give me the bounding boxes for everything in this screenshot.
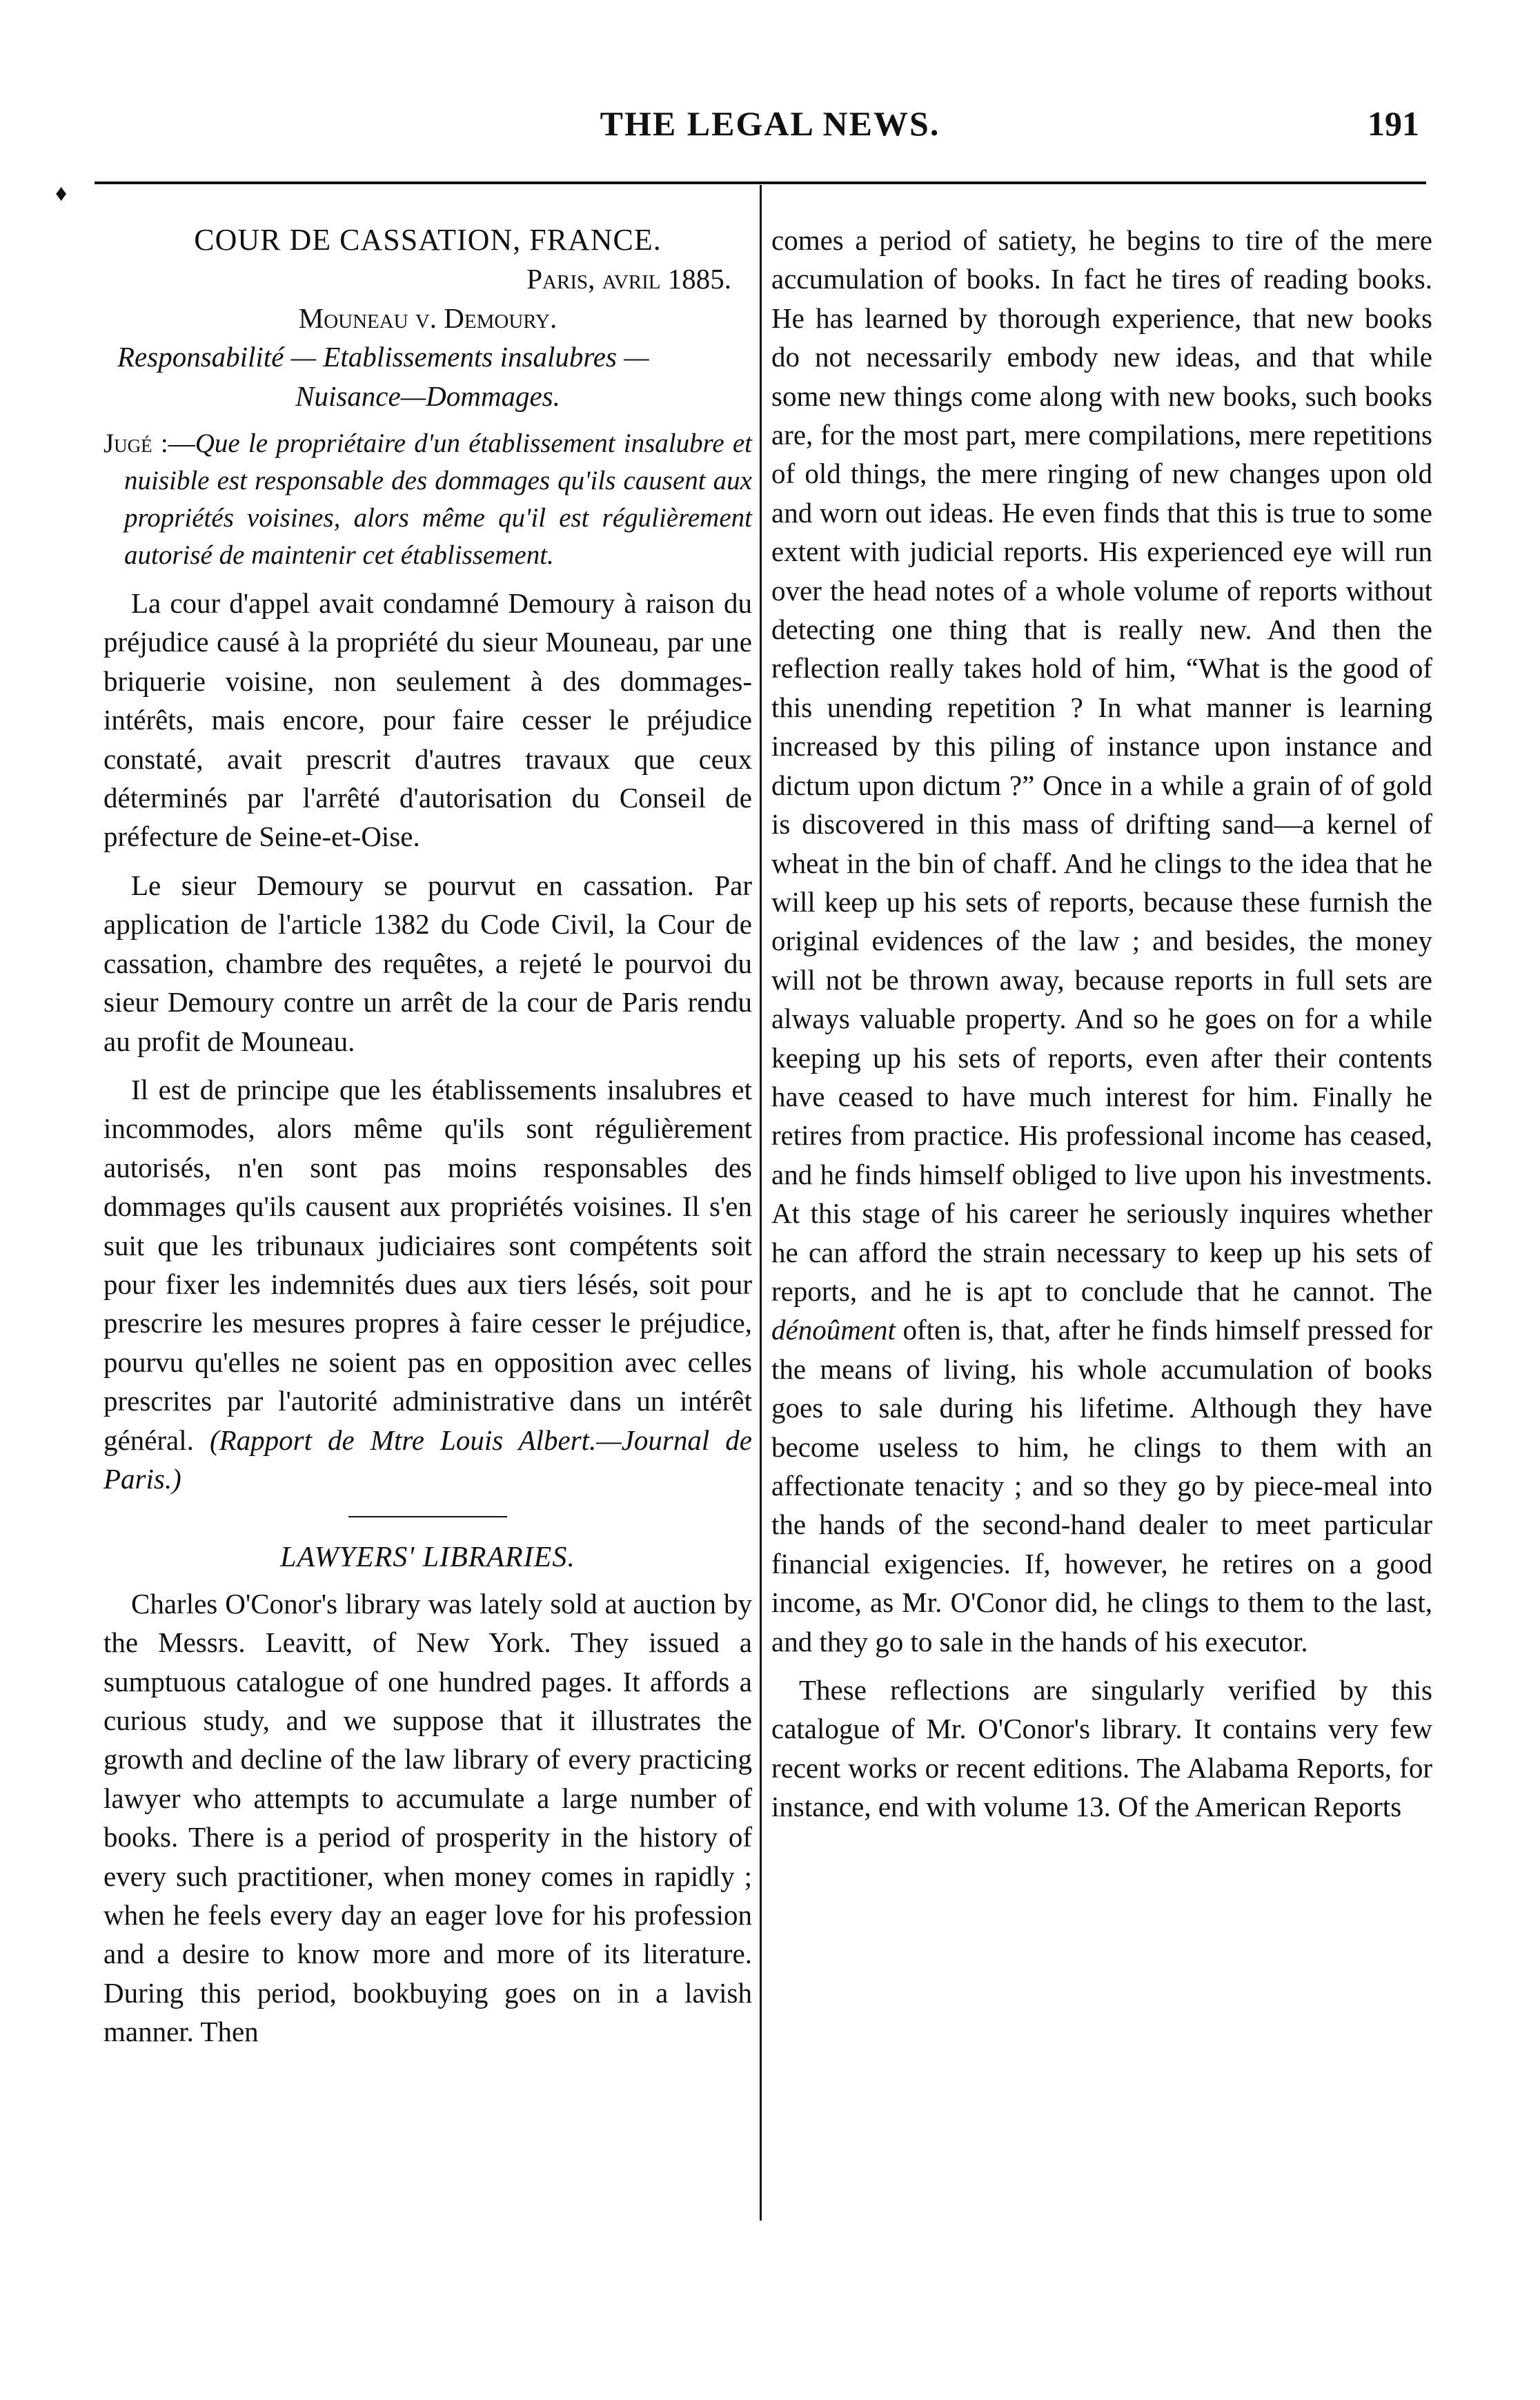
paragraph: La cour d'appel avait condamné Demoury à raison du préjudice causé à la propriété du sieur Mouneau, par une briquerie voisine, non seulement à des dommages-intérêts, mais encore, pour faire cesser le préjudice constaté, avait prescrit d'autres travaux que ceux déterminés par l'arrêté d'autorisation du Conseil de préfecture de Seine-et-Oise.	[103, 587, 752, 853]
place-date: Paris, avril 1885.	[526, 263, 731, 295]
holding-text: Que le propriétaire d'un établissement insalubre et nuisible est responsable des dommages qu'ils causent aux propriétés voisines, alors même qu'il est régulièrement autorisé de maintenir cet établissement.	[124, 429, 752, 571]
page-number: 191	[1368, 104, 1419, 143]
paragraph: Le sieur Demoury se pourvut en cassation. Par application de l'article 1382 du Code Civil, la Cour de cassation, chambre des requêtes, a rejeté le pourvoi du sieur Demoury contre un arrêt de la cour de Paris rendu au profit de Mouneau.	[103, 869, 752, 1057]
right-column	[771, 221, 1432, 1827]
column-rule	[760, 185, 762, 2221]
holding-lead: Jugé :—	[103, 429, 195, 459]
paragraph: These reflections are singularly verified by this catalogue of Mr. O'Conor's library. It contains very few recent works or recent editions. The Alabama Reports, for instance, end with volume 13. Of the American Reports	[771, 1674, 1432, 1823]
case-name: Mouneau v. Demoury.	[298, 302, 557, 334]
section-separator	[348, 1516, 507, 1517]
paragraph-text: comes a period of satiety, he begins to tire of the mere accumulation of books. In fact he tires of reading books. He has learned by thorough experience, that new books do not necessarily embody new ideas, and that while some new things come along with new books, such books are, for the most part, mere compilations, mere repetitions of old things, the mere ringing of new changes upon old and worn out ideas. He even finds that this is true to some extent with judicial reports. His experienced eye will run over the head notes of a whole volume of reports without detecting one thing that is really new. And then the reflection really takes hold of him, “What is the good of this unending repetition ? In what manner is learning increased by this piling of instance upon instance and dictum upon dictum ?” Once in a while a grain of of gold is discovered in this mass of drifting sand—a kernel of wheat in the bin of chaff. And he clings to the idea that he will keep up his sets of reports, because these furnish the original evidences of the law ; and besides, the money will not be thrown away, because reports in full sets are always valuable property. And so he goes on for a while keeping up his sets of reports, even after their contents have ceased to have much interest for him. Finally he retires from practice. His professional income has ceased, and he finds himself obliged to live upon his investments. At this stage of his career he seriously inquires whether he can afford the strain necessary to keep up his sets of reports, and he is apt to conclude that he cannot. The	[771, 224, 1432, 1307]
margin-mark: ♦	[55, 181, 68, 206]
italic-term: dénoûment	[771, 1314, 896, 1346]
court-heading: COUR DE CASSATION, FRANCE.	[194, 223, 662, 257]
paragraph	[103, 1070, 752, 1498]
topic-line-2: Nuisance—Dommages.	[295, 380, 560, 412]
paragraph-text: Il est de principe que les établissements insalubres et incommodes, alors même qu'ils sont régulièrement autorisés, n'en sont pas moins responsables des dommages qu'ils causent aux propriétés voisines. Il s'en suit que les tribunaux judiciaires sont compétents soit pour fixer les indemnités dues aux tiers lésés, soit pour prescrire les mesures propres à faire cesser le préjudice, pourvu qu'elles ne soient pas en opposition avec celles prescrites par l'autorité administrative dans un intérêt général.	[103, 1073, 752, 1456]
topic-line-1: Responsabilité — Etablissements insalubres —	[117, 341, 649, 373]
page-header	[0, 104, 1540, 152]
section-title: LAWYERS' LIBRARIES.	[280, 1542, 575, 1574]
running-head: THE LEGAL NEWS.	[600, 104, 940, 143]
paragraph: Charles O'Conor's library was lately sold at auction by the Messrs. Leavitt, of New York. They issued a sumptuous catalogue of one hundred pages. It affords a curious study, and we suppose that it illustrates the growth and decline of the law library of every practicing lawyer who attempts to accumulate a large number of books. There is a period of prosperity in the history of every such practitioner, when money comes in rapidly ; when he feels every day an eager love for his profession and a desire to know more and more of its literature. During this period, bookbuying goes on in a lavish manner. Then	[103, 1587, 752, 2048]
paragraph-text: often is, that, after he finds himself pressed for the means of living, his whole accumulation of books goes to sale during his lifetime. Although they have become useless to him, he clings to them with an affectionate tenacity ; and so they go by piece-meal into the hands of the second-hand dealer to meet particular financial exigencies. If, however, he retires on a good income, as Mr. O'Conor did, he clings to them to the last, and they go to sale in the hands of his executor.	[771, 1314, 1433, 1658]
paragraph	[771, 221, 1432, 1661]
citation: (Rapport de Mtre Louis Albert.—Journal de Paris.)	[103, 1424, 752, 1495]
left-column	[103, 221, 752, 2052]
header-rule	[95, 181, 1426, 184]
holding	[103, 425, 752, 574]
